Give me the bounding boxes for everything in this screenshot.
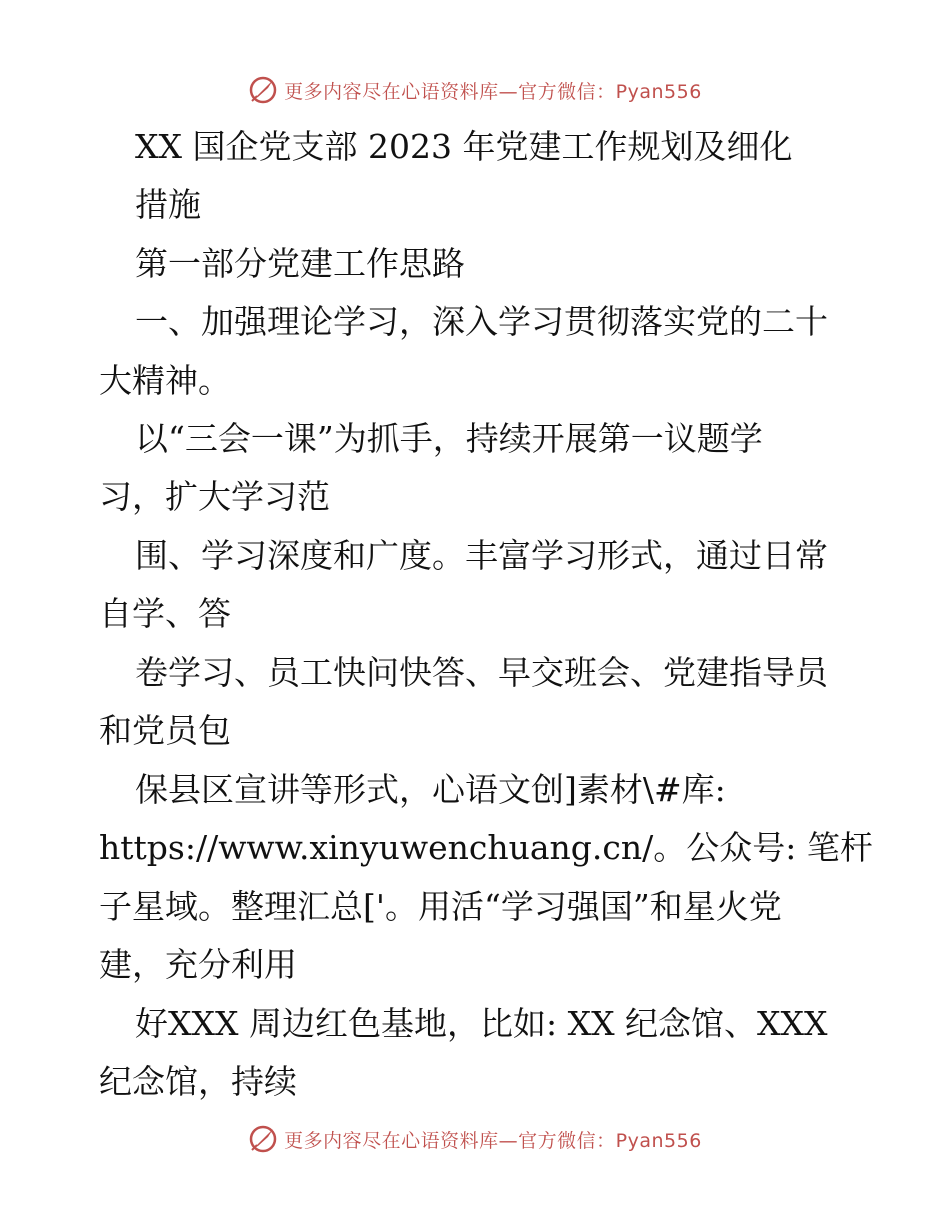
document-title-line-1: XX 国企党支部 2023 年党建工作规划及细化 [135, 127, 793, 166]
paragraph-line: 建，充分利用 [99, 945, 297, 984]
paragraph-line: 好XXX 周边红色基地，比如: XX 纪念馆、XXX [135, 1004, 828, 1043]
footer-banner [0, 1119, 950, 1159]
paragraph-line: 一、加强理论学习，深入学习贯彻落实党的二十 [135, 302, 828, 341]
paragraph-line: 卷学习、员工快问快答、早交班会、党建指导员 [135, 653, 828, 692]
document-title-line-2: 措施 [135, 185, 201, 224]
header-banner-text: 更多内容尽在心语资料库—官方微信：Pyan556 [284, 80, 702, 103]
paragraph-line: 纪念馆，持续 [99, 1062, 297, 1101]
quill-pen-logo-icon [248, 1124, 278, 1154]
paragraph-line: 围、学习深度和广度。丰富学习形式，通过日常 [135, 536, 828, 575]
section-heading: 第一部分党建工作思路 [135, 244, 465, 283]
paragraph-line: 和党员包 [99, 711, 231, 750]
paragraph-line: 保县区宣讲等形式，心语文创]素材\#库: [135, 770, 726, 809]
paragraph-line: 习，扩大学习范 [99, 477, 330, 516]
paragraph-line-url: https://www.xinyuwenchuang.cn/。公众号: 笔杆 [99, 828, 873, 867]
paragraph-line: 大精神。 [99, 361, 231, 400]
paragraph-line: 自学、答 [99, 594, 231, 633]
footer-banner-text: 更多内容尽在心语资料库—官方微信：Pyan556 [284, 1129, 702, 1152]
paragraph-line: 以“三会一课”为抓手，持续开展第一议题学 [135, 419, 763, 458]
paragraph-line: 子星域。整理汇总['。用活“学习强国”和星火党 [99, 887, 782, 926]
